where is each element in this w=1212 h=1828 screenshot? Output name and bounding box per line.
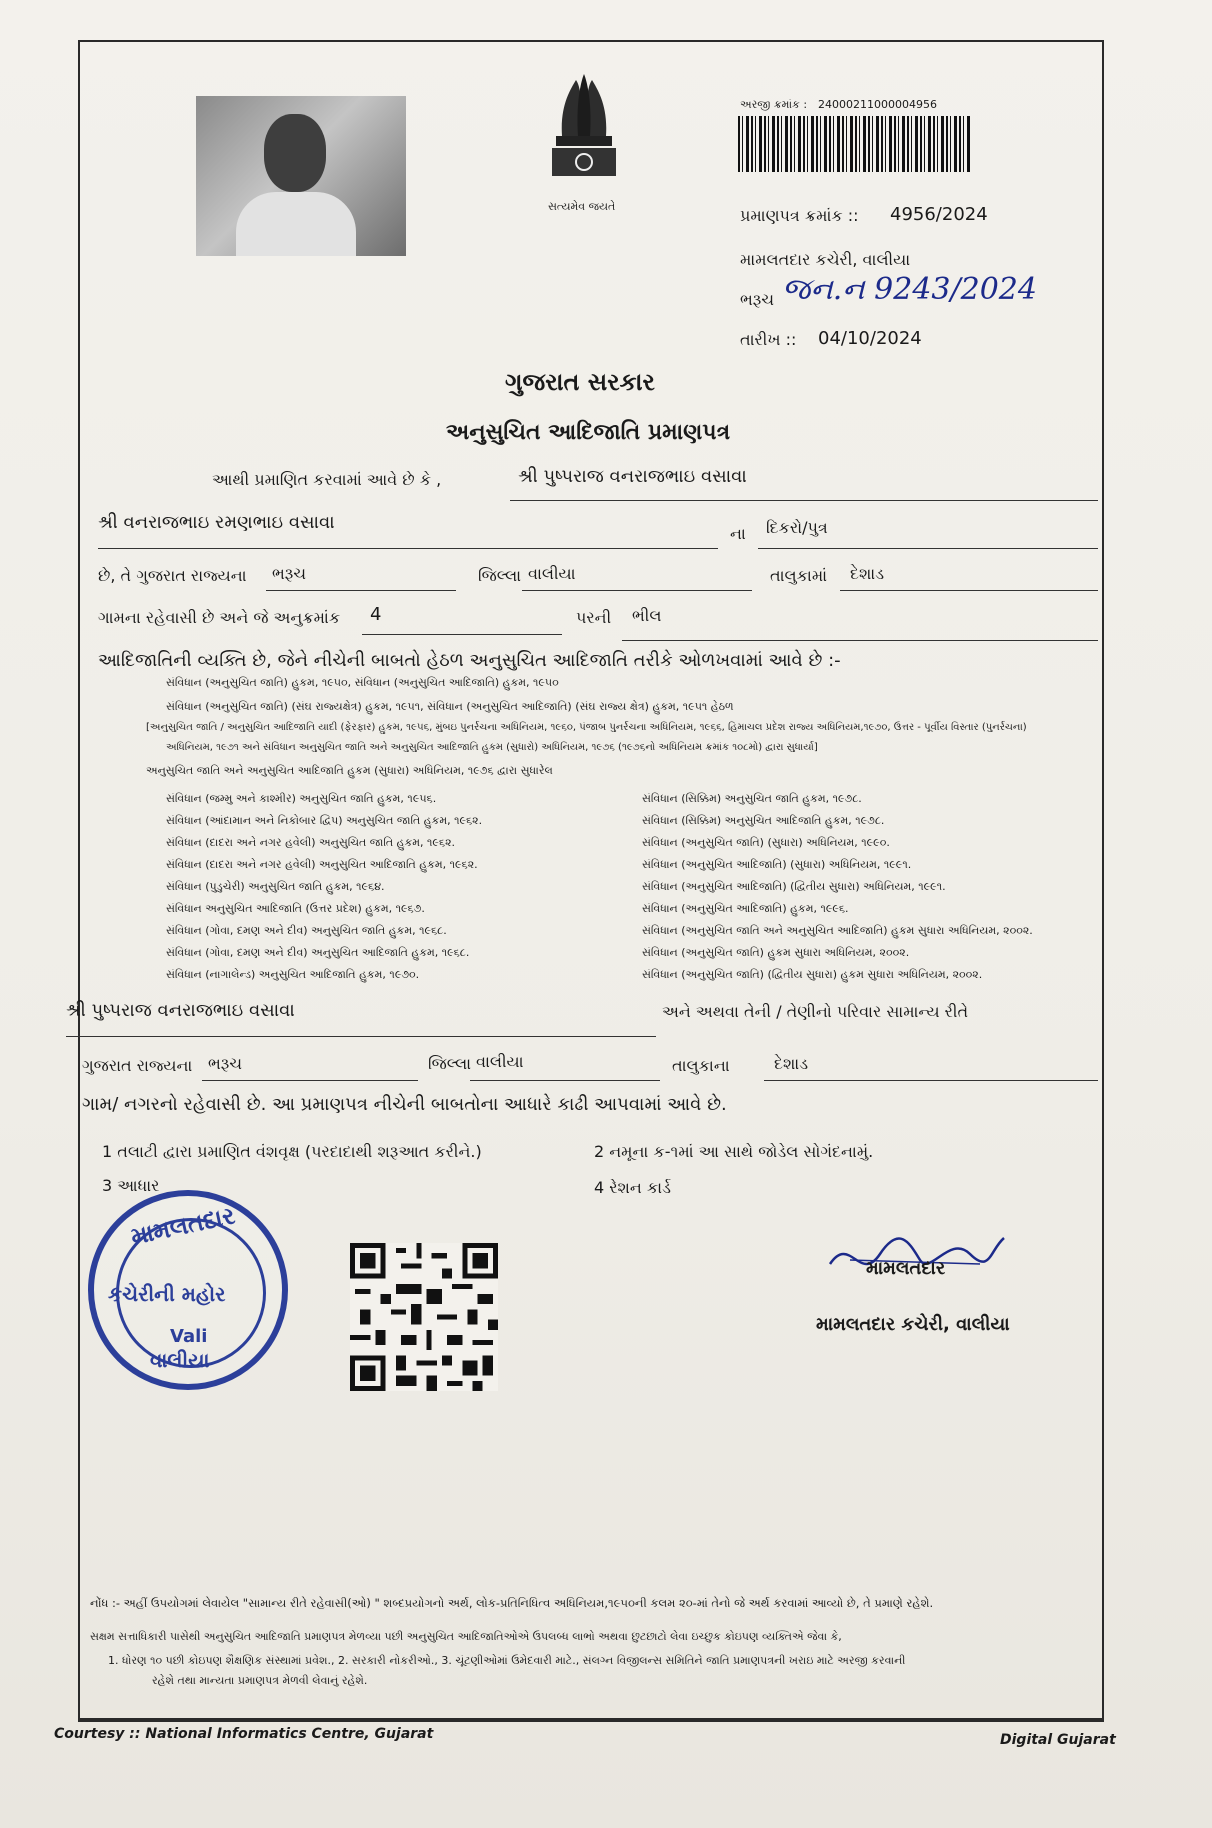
seal-lower-text: Vali: [170, 1326, 208, 1347]
barcode: [738, 116, 970, 172]
order-right-item: સંવિધાન (સિક્કિમ) અનુસુચિત જાતિ હુકમ, ૧૯૭૮.: [642, 792, 862, 805]
district-label-2: જિલ્લા: [428, 1054, 472, 1073]
order-line: સંવિધાન (અનુસુચિત જાતિ) (સંઘ રાજ્યક્ષેત્ર) હુકમ, ૧૯૫૧, સંવિધાન (અનુસુચિત આદિજાતિ) (સંઘ રાજ્ય ક્ષેત્ર) હુકમ, ૧૯૫૧ હેઠળ: [166, 700, 734, 713]
order-right-item: સંવિધાન (અનુસુચિત જાતિ) હુકમ સુધારા અધિનિયમ, ૨૦૦૨.: [642, 946, 910, 959]
relation: દિકરો/પુત્ર: [766, 518, 828, 537]
district-2: ભરૂચ: [208, 1054, 243, 1073]
seal-middle-text: કચેરીની મહોર: [108, 1282, 226, 1306]
note-4: રહેશે તથા માન્યતા પ્રમાણપત્ર મેળવી લેવાનું રહેશે.: [152, 1674, 368, 1687]
order-left-item: સંવિધાન (ગોવા, દમણ અને દીવ) અનુસુચિત આદિજાતિ હુકમ, ૧૯૬૮.: [166, 946, 470, 959]
resident-prefix: ગામના રહેવાસી છે અને જે અનુક્રમાંક: [98, 608, 341, 627]
handwritten-inward-no: જન.ન 9243/2024: [782, 272, 1037, 307]
order-left-item: સંવિધાન (દાદરા અને નગર હવેલી) અનુસુચિત જાતિ હુકમ, ૧૯૬૨.: [166, 836, 456, 849]
order-left-item: સંવિધાન અનુસુચિત આદિજાતિ (ઉત્તર પ્રદેશ) હુકમ, ૧૯૬૭.: [166, 902, 425, 915]
order-left-item: સંવિધાન (પુડુચેરી) અનુસુચિત જાતિ હુકમ, ૧૯૬૪.: [166, 880, 385, 893]
application-no-label: અરજી ક્રમાંક :: [740, 98, 808, 111]
serial-no: 4: [370, 604, 382, 625]
basis-statement: ગામ/ નગરનો રહેવાસી છે. આ પ્રમાણપત્ર નીચેની બાબતોના આધારે કાઢી આપવામાં આવે છે.: [82, 1094, 727, 1115]
order-line: સંવિધાન (અનુસુચિત જાતિ) હુકમ, ૧૯૫૦, સંવિધાન (અનુસુચિત આદિજાતિ) હુકમ, ૧૯૫૦: [166, 676, 559, 689]
emblem-motto: સત્યમેવ જયતે: [548, 200, 616, 213]
state-prefix: છે, તે ગુજરાત રાજ્યના: [98, 566, 247, 585]
order-right-item: સંવિધાન (અનુસુચિત આદિજાતિ) (સુધારા) અધિનિયમ, ૧૯૯૧.: [642, 858, 912, 871]
order-left-item: સંવિધાન (દાદરા અને નગર હવેલી) અનુસુચિત આદિજાતિ હુકમ, ૧૯૬૨.: [166, 858, 478, 871]
order-left-item: સંવિધાન (આંદામાન અને નિકોબાર દ્વિપ) અનુસુચિત જાતિ હુકમ, ૧૯૬૨.: [166, 814, 483, 827]
taluka: વાલીયા: [528, 564, 576, 583]
applicant-photo: [196, 96, 406, 256]
order-right-item: સંવિધાન (સિક્કિમ) અનુસુચિત આદિજાતિ હુકમ, ૧૯૭૮.: [642, 814, 885, 827]
govt-title: ગુજરાત સરકાર: [505, 368, 655, 396]
qr-code: [350, 1242, 498, 1392]
holder-name: શ્રી પુષ્પરાજ વનરાજભાઇ વસાવા: [518, 466, 747, 487]
note-3: 1. ધોરણ ૧૦ પછી કોઇપણ શૈક્ષણિક સંસ્થામાં પ્રવેશ., 2. સરકારી નોકરીઓ., 3. ચૂંટણીઓમાં ઉમેદવારી માટે., સંલગ્ન વિજીલન્સ સમિતિને જાતિ પ્રમાણપત્રની ખરાઇ માટે અરજી કરવાની: [108, 1654, 906, 1667]
order-left-item: સંવિધાન (ગોવા, દમણ અને દીવ) અનુસુચિત જાતિ હુકમ, ૧૯૬૮.: [166, 924, 447, 937]
order-right-item: સંવિધાન (અનુસુચિત આદિજાતિ) હુકમ, ૧૯૯૬.: [642, 902, 849, 915]
brand-text: Digital Gujarat: [1000, 1732, 1116, 1748]
par-label: પરની: [576, 608, 612, 627]
family-text: અને અથવા તેની / તેણીનો પરિવાર સામાન્ય રીતે: [662, 1002, 969, 1021]
basis-item: 4 રેશન કાર્ડ: [594, 1178, 671, 1197]
courtesy-text: Courtesy :: National Informatics Centre, Gujarat: [54, 1726, 434, 1742]
note-2: સક્ષમ સત્તાધિકારી પાસેથી અનુસુચિત આદિજાતિ પ્રમાણપત્ર મેળવ્યા પછી અનુસુચિત આદિજાતિઓએ ઉપલબ્ધ લાભો અથવા છુટછાટો લેવા ઇચ્છુક કોઇપણ વ્યક્તિએ જેવા કે,: [90, 1630, 842, 1643]
certificate-title: અનુસુચિત આદિજાતિ પ્રમાણપત્ર: [446, 420, 731, 445]
date-label: તારીખ ::: [740, 330, 797, 349]
tribe-name: ભીલ: [632, 606, 662, 625]
signatory-title: મામલતદાર: [866, 1258, 946, 1279]
taluka-2: વાલીયા: [476, 1052, 524, 1071]
order-right-item: સંવિધાન (અનુસુચિત જાતિ) (સુધારા) અધિનિયમ, ૧૯૯૦.: [642, 836, 890, 849]
village-2: દેશાડ: [774, 1054, 808, 1073]
district-label: જિલ્લા: [478, 566, 522, 585]
order-right-item: સંવિધાન (અનુસુચિત જાતિ અને અનુસુચિત આદિજાતિ) હુકમ સુધારા અધિનિયમ, ૨૦૦૨.: [642, 924, 1033, 937]
note-1: નોંધ :- અહીં ઉપયોગમાં લેવાયેલ "સામાન્ય રીતે રહેવાસી(ઓ) " શબ્દપ્રયોગનો અર્થ, લોક-પ્રતિનિધિત્વ અધિનિયમ,૧૯૫૦ની કલમ ૨૦-માં તેનો જે અર્થ કરવામાં આવ્યો છે, તે પ્રમાણે રહેશે.: [90, 1596, 934, 1610]
seal-bottom-text: વાલીયા: [150, 1348, 210, 1372]
basis-item: 1 તલાટી દ્વારા પ્રમાણિત વંશવૃક્ષ (પરદાદાથી શરૂઆત કરીને.): [102, 1142, 482, 1161]
application-no: 24000211000004956: [818, 98, 937, 111]
signatory-office: મામલતદાર કચેરી, વાલીયા: [816, 1314, 1010, 1335]
inward-prefix: ભરૂચ: [740, 290, 775, 309]
taluka-label: તાલુકામાં: [770, 566, 828, 585]
issue-date: 04/10/2024: [818, 328, 922, 349]
office-name: મામલતદાર કચેરી, વાલીયા: [740, 250, 911, 269]
taluka-label-2: તાલુકાના: [672, 1056, 730, 1075]
order-line: [અનુસુચિત જાતિ / અનુસુચિત આદિજાતિ યાદી (ફેરફાર) હુકમ, ૧૯૫૬, મુંબઇ પુનર્રચના અધિનિયમ, ૧૯૬૦, પંજાબ પુનર્રચના અધિનિયમ, ૧૯૬૬, હિમાચલ પ્રદેશ રાજ્ય અધિનિયમ,૧૯૭૦, ઉત્તર - પૂર્વીય વિસ્તાર (પુનર્રચના): [146, 722, 1027, 733]
village: દેશાડ: [850, 564, 884, 583]
father-name: શ્રી વનરાજભાઇ રમણભાઇ વસાવા: [98, 512, 335, 533]
order-right-item: સંવિધાન (અનુસુચિત જાતિ) (દ્વિતીય સુધારા) હુકમ સુધારા અધિનિયમ, ૨૦૦૨.: [642, 968, 983, 981]
basis-item: 3 આધાર: [102, 1176, 160, 1195]
seal-top-text: મામલતદાર: [128, 1201, 238, 1251]
order-line: અનુસુચિત જાતિ અને અનુસુચિત આદિજાતિ હુકમ (સુધારા) અધિનિયમ, ૧૯૭૬ દ્વારા સુધારેલ: [146, 764, 553, 777]
state-prefix-2: ગુજરાત રાજ્યના: [82, 1056, 193, 1075]
na-label: ના: [730, 524, 746, 543]
holder-name-repeat: શ્રી પુષ્પરાજ વનરાજભાઇ વસાવા: [66, 1000, 295, 1021]
cert-no: 4956/2024: [890, 204, 988, 225]
order-left-item: સંવિધાન (જમ્મુ અને કાશ્મીર) અનુસુચિત જાતિ હુકમ, ૧૯૫૬.: [166, 792, 437, 805]
state-emblem-icon: [536, 66, 632, 206]
order-left-item: સંવિધાન (નાગાલેન્ડ) અનુસુચિત આદિજાતિ હુકમ, ૧૯૭૦.: [166, 968, 420, 981]
district: ભરૂચ: [272, 564, 307, 583]
basis-item: 2 નમૂના ક-૧માં આ સાથે જોડેલ સોગંદનામું.: [594, 1142, 874, 1161]
cert-no-label: પ્રમાણપત્ર ક્રમાંક ::: [740, 206, 859, 225]
order-line: અધિનિયમ, ૧૯૭૧ અને સંવિધાન અનુસુચિત જાતિ અને અનુસુચિત આદિજાતિ હુકમ (સુધારો) અધિનિયમ, ૧૯૭૬ (૧૯૭૬નો અધિનિયમ ક્રમાંક ૧૦૮મો) દ્વારા સુધાર્યા]: [166, 742, 818, 753]
order-right-item: સંવિધાન (અનુસુચિત આદિજાતિ) (દ્વિતીય સુધારા) અધિનિયમ, ૧૯૯૧.: [642, 880, 946, 893]
office-seal: [88, 1190, 288, 1390]
tribal-statement: આદિજાતિની વ્યક્તિ છે, જેને નીચેની બાબતો હેઠળ અનુસુચિત આદિજાતિ તરીકે ઓળખવામાં આવે છે :-: [98, 650, 841, 671]
certify-prefix: આથી પ્રમાણિત કરવામાં આવે છે કે ,: [212, 470, 442, 489]
